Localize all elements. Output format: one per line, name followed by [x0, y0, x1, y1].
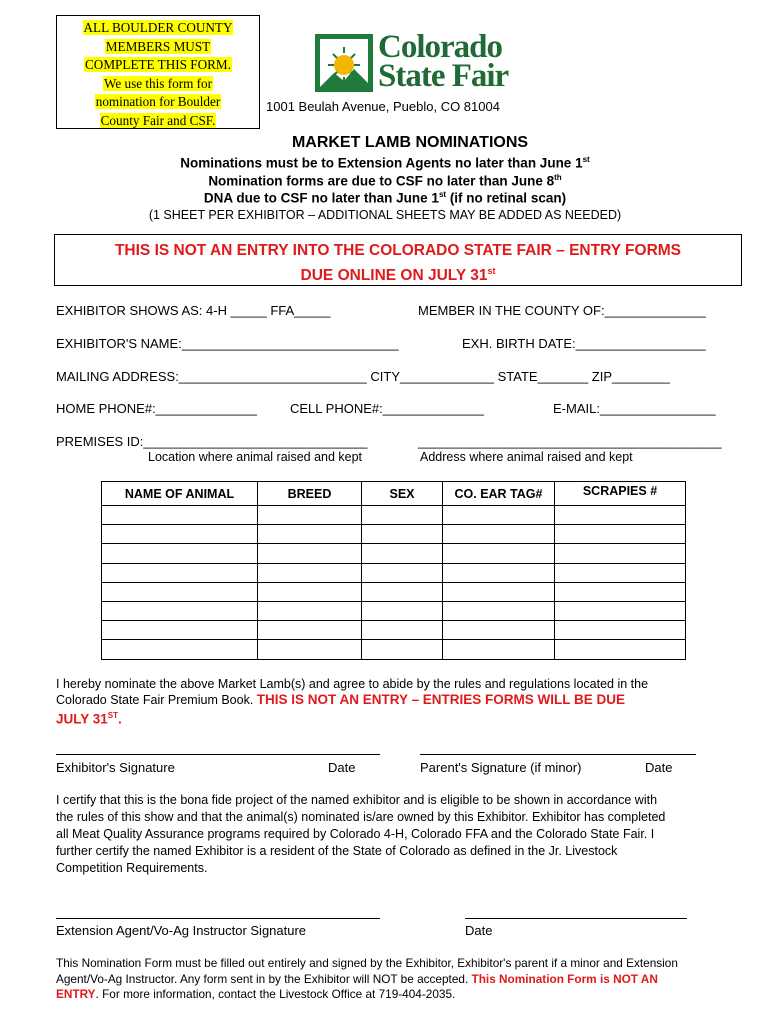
table-cell[interactable]: [258, 506, 362, 525]
table-cell[interactable]: [443, 506, 555, 525]
table-cell[interactable]: [555, 582, 686, 601]
table-cell[interactable]: [258, 582, 362, 601]
table-cell[interactable]: [362, 640, 443, 659]
table-header-row: [102, 482, 686, 506]
table-row: [102, 601, 686, 620]
footer-line: Agent/Vo-Ag Instructor. Any form sent in by the Exhibitor will NOT be accepted. This Nomination Form is NOT AN: [56, 971, 658, 986]
table-cell[interactable]: [102, 506, 258, 525]
table-cell[interactable]: [102, 582, 258, 601]
table-cell[interactable]: [258, 525, 362, 544]
footer-line: This Nomination Form must be filled out entirely and signed by the Exhibitor, Exhibitor's parent if a minor and Extension: [56, 956, 678, 970]
sheet-note: (1 SHEET PER EXHIBITOR – ADDITIONAL SHEETS MAY BE ADDED AS NEEDED): [148, 208, 622, 222]
column-header: CO. EAR TAG#: [443, 482, 555, 506]
cell-phone-field[interactable]: CELL PHONE#:______________: [290, 401, 484, 416]
table-cell[interactable]: [443, 525, 555, 544]
logo-line: State Fair: [378, 58, 509, 94]
animal-table: [101, 481, 686, 660]
column-header: NAME OF ANIMAL: [102, 482, 258, 506]
sun-logo-icon: [315, 34, 373, 92]
member-county-field[interactable]: MEMBER IN THE COUNTY OF:______________: [418, 303, 706, 318]
table-cell[interactable]: [362, 563, 443, 582]
certify-line: I certify that this is the bona fide project of the named exhibitor and is eligible to be shown in accordance with: [56, 793, 658, 807]
notice-line: COMPLETE THIS FORM.: [85, 57, 231, 73]
column-header: SCRAPIES #: [555, 482, 686, 506]
address-caption: Address where animal raised and kept: [420, 450, 633, 464]
parent-signature-label: Parent's Signature (if minor): [420, 760, 582, 775]
agent-date-line[interactable]: [465, 918, 687, 919]
table-row: [102, 506, 686, 525]
table-cell[interactable]: [102, 640, 258, 659]
agent-signature-line[interactable]: [56, 918, 380, 919]
exhibitor-signature-label: Exhibitor's Signature: [56, 760, 175, 775]
table-cell[interactable]: [362, 601, 443, 620]
table-cell[interactable]: [555, 525, 686, 544]
warning-line: THIS IS NOT AN ENTRY INTO THE COLORADO STATE FAIR – ENTRY FORMS: [114, 242, 682, 259]
table-cell[interactable]: [102, 525, 258, 544]
agent-signature-label: Extension Agent/Vo-Ag Instructor Signature: [56, 923, 307, 938]
exhibitor-name-field[interactable]: EXHIBITOR'S NAME:______________________________: [56, 336, 399, 351]
certification-statement: [56, 792, 737, 877]
table-cell[interactable]: [443, 621, 555, 640]
table-cell[interactable]: [362, 506, 443, 525]
notice-line: We use this form for: [103, 75, 213, 91]
table-cell[interactable]: [443, 582, 555, 601]
deadline-line-2: Nomination forms are due to CSF no later than June 8th: [208, 173, 562, 189]
statement-line: JULY 31ST.: [56, 711, 122, 727]
table-cell[interactable]: [555, 563, 686, 582]
table-row: [102, 640, 686, 659]
table-cell[interactable]: [555, 640, 686, 659]
footer-note: [56, 956, 746, 1003]
date-label: Date: [465, 923, 493, 938]
table-cell[interactable]: [362, 582, 443, 601]
date-label: Date: [328, 760, 356, 775]
table-row: [102, 544, 686, 563]
logo-line: Colorado: [378, 29, 502, 65]
colorado-state-fair-logo: [378, 29, 509, 94]
table-cell[interactable]: [362, 525, 443, 544]
notice-line: County Fair and CSF.: [100, 112, 216, 128]
table-cell[interactable]: [102, 563, 258, 582]
table-row: [102, 525, 686, 544]
table-cell[interactable]: [362, 621, 443, 640]
page-title: MARKET LAMB NOMINATIONS: [291, 134, 529, 151]
table-cell[interactable]: [258, 544, 362, 563]
fair-address: 1001 Beulah Avenue, Pueblo, CO 81004: [266, 99, 500, 114]
deadline-line-1: Nominations must be to Extension Agents no later than June 1st: [180, 155, 590, 171]
table-cell[interactable]: [258, 563, 362, 582]
shows-as-field[interactable]: EXHIBITOR SHOWS AS: 4-H _____ FFA_____: [56, 303, 331, 318]
table-cell[interactable]: [443, 563, 555, 582]
boulder-notice-box: [56, 15, 260, 129]
birth-date-field[interactable]: EXH. BIRTH DATE:__________________: [462, 336, 706, 351]
certify-line: all Meat Quality Assurance programs required by Colorado 4-H, Colorado FFA and the Colorado State Fair. I: [56, 827, 655, 841]
table-cell[interactable]: [102, 621, 258, 640]
table-cell[interactable]: [258, 601, 362, 620]
table-cell[interactable]: [555, 506, 686, 525]
nomination-statement: [56, 676, 736, 728]
table-cell[interactable]: [443, 640, 555, 659]
table-cell[interactable]: [443, 544, 555, 563]
table-cell[interactable]: [102, 544, 258, 563]
premises-id-field[interactable]: PREMISES ID:_______________________________: [56, 434, 368, 449]
notice-line: MEMBERS MUST: [105, 38, 211, 54]
date-label: Date: [645, 760, 673, 775]
statement-line: I hereby nominate the above Market Lamb(s) and agree to abide by the rules and regulations located in the: [56, 677, 649, 691]
table-row: [102, 563, 686, 582]
table-cell[interactable]: [258, 640, 362, 659]
column-header: SEX: [362, 482, 443, 506]
parent-signature-line[interactable]: [420, 754, 696, 755]
mailing-address-field[interactable]: MAILING ADDRESS:__________________________ CITY_____________ STATE_______ ZIP________: [56, 369, 670, 384]
location-caption: Location where animal raised and kept: [148, 450, 363, 464]
table-cell[interactable]: [555, 621, 686, 640]
column-header: BREED: [258, 482, 362, 506]
table-cell[interactable]: [258, 621, 362, 640]
certify-line: the rules of this show and that the animal(s) nominated is/are owned by this Exhibitor. Exhibitor has completed: [56, 810, 666, 824]
table-cell[interactable]: [555, 601, 686, 620]
certify-line: Competition Requirements.: [56, 861, 208, 875]
home-phone-field[interactable]: HOME PHONE#:______________: [56, 401, 257, 416]
table-cell[interactable]: [362, 544, 443, 563]
table-cell[interactable]: [102, 601, 258, 620]
certify-line: further certify the named Exhibitor is a resident of the State of Colorado as defined in the Jr. Livestock: [56, 844, 618, 858]
warning-line: DUE ONLINE ON JULY 31st: [300, 266, 496, 285]
footer-line: ENTRY. For more information, contact the Livestock Office at 719-404-2035.: [56, 987, 456, 1001]
email-field[interactable]: E-MAIL:________________: [553, 401, 716, 416]
table-row: [102, 582, 686, 601]
notice-line: nomination for Boulder: [95, 94, 221, 110]
table-cell[interactable]: [555, 544, 686, 563]
notice-line: ALL BOULDER COUNTY: [83, 20, 233, 35]
table-cell[interactable]: [443, 601, 555, 620]
statement-line: Colorado State Fair Premium Book. THIS IS NOT AN ENTRY – ENTRIES FORMS WILL BE DUE: [56, 692, 626, 707]
not-an-entry-warning: [54, 234, 742, 286]
table-row: [102, 621, 686, 640]
exhibitor-signature-line[interactable]: [56, 754, 380, 755]
premises-address-field[interactable]: __________________________________________: [418, 434, 722, 449]
deadline-line-3: DNA due to CSF no later than June 1st (if no retinal scan): [203, 190, 567, 206]
